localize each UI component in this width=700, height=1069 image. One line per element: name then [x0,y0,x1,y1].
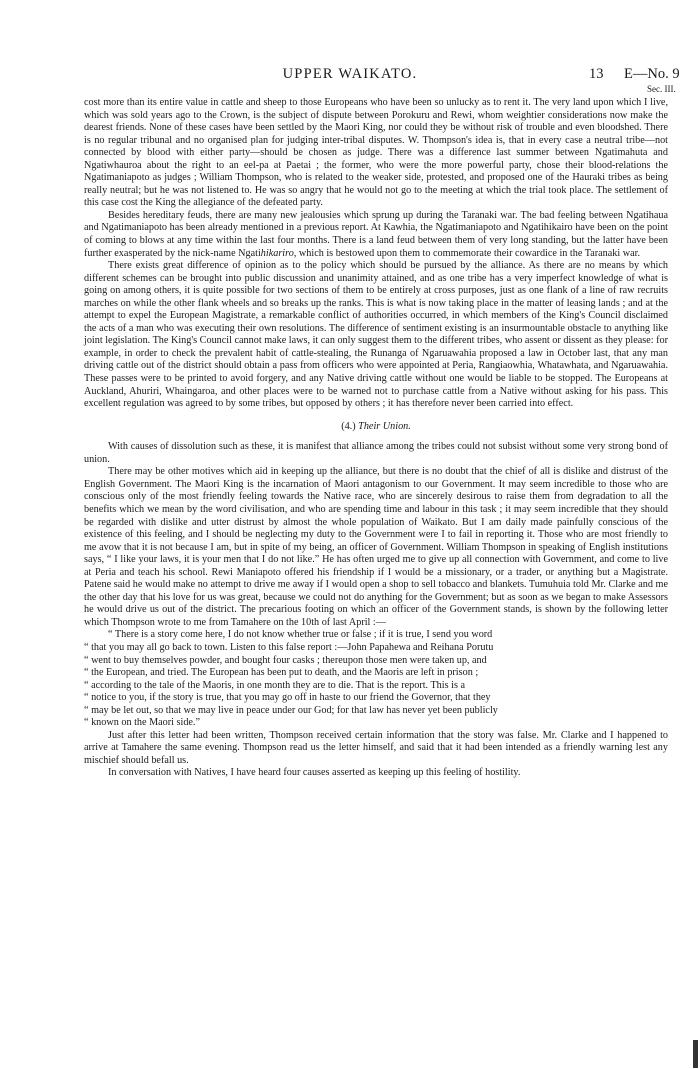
quote-line: “ known on the Maori side.” [84,717,200,729]
paragraph-policy-differences: There exists great difference of opinion as to the policy which should be pursued by the alliance. As there are no means by which different schemes can be brought into public discussion and unanimity attained, and as one tribe has a very imperfect knowledge of what is going on among others, it is quite possible for two sections of them to be entirely at cross purposes, just as one flank of a line of raw recruits marches on while the other flank wheels and so breaks up the ranks. This is what is now taking place in the matter of leasing lands ; and at the attempt to expel the European Magistrate, a remarkable conflict of authorities occurred, in which members of the King's Council disclaimed the acts of a man who was executing their own resolutions. The difference of sentiment existing is an insurmountable obstacle to anything like joint legislation. The King's Council cannot make laws, it can only suggest them to the different tribes, who assent or dissent as they please: for example, in order to check the prevalent habit of cattle-stealing, the Runanga of Ngaruawahia proposed a law in October last, that any man driving cattle out of the district should obtain a pass from officers who were appointed at Peria, Rangiaowhia, Whatawhata, and Ngaruawahia. These passes were to be printed to avoid forgery, and any Native driving cattle without one would be liable to be stopped. The Europeans at Auckland, Ahuriri, Whaingaroa, and other places were to be warned not to purchase cattle from a Native without asking for his pass. This excellent regulation was agreed to by some tribes, but opposed by others ; it has therefore never been carried into effect. [84,260,669,410]
quote-line: “ that you may all go back to town. Listen to this false report :—John Papahewa and Reihana Porutu [84,641,494,653]
quote-line: “ the European, and tried. The European has been put to death, and the Maoris are left in prison ; [84,667,479,679]
quote-line: “ notice to you, if the story is true, that you may go off in haste to our friend the Governor, that they [84,692,491,704]
paragraph-after-letter: Just after this letter had been written, Thompson received certain information that the story was false. Mr. Clarke and I happened to arrive at Tamahere the same evening. Thompson read us the letter himself, and said that it had been intended as a friendly warning lest any mischief should befall us. [84,729,668,766]
paragraph-distrust: There may be other motives which aid in keeping up the alliance, but there is no doubt that the chief of all is dislike and distrust of the English Government. The Maori King is the incarnation of Maori antagonism to our Government. It may seem incredible to those who are conscious only of the most friendly feeling towards the Native race, who are sincerely desirous to raise them from degradation to all the benefits which we mean by the word civilisation, and who are spending time and labour in this task ; it may seem incredible that they should be regarded with dislike and utter distrust by almost the whole population of Waikato. But I am daily made painfully conscious of the existence of this feeling, and I should be neglecting my duty to the Government were I to fail in reporting it. Those who are most friendly to me avow that it is not because I am, but in spite of my being, an officer of Government. William Thompson in speaking of English institutions says, “ I like your laws, it is your men that I do not like.” He has often urged me to give up all connection with Government, and come to live at Peria and teach his school. Rewi Maniapoto offered his friendship if I would be a missionary, or a trader, or anything but a Magistrate. Patene said he would make no attempt to drive me away if I would open a shop to sell tobacco and blankets. Tumuhuia told Mr. Clarke and me the other day that his love for us was great, because we could not do anything for the Government; but as soon as we began to make Assessors he would drive us out of the district. The precarious footing on which an officer of the Government stands, is shown by the following letter which Thompson wrote to me from Tamahere on the 10th of last April :— [84,466,668,628]
paragraph-text: Besides hereditary feuds, there are many new jealousies which sprung up during the Taranaki war. The bad feeling between Ngatihaua and Ngatimaniapoto has been already mentioned in a previous report. At Kawhia, the Ngatimaniapoto and Ngatihikairo have been on the point of coming to blows at any time within the last four months. There is a land feud between them of very long standing, but the latter have been further exasperated by the nick-name Ngati [84,209,668,259]
paragraph-hereditary-feuds [84,210,668,260]
section-heading-title: Their Union. [358,420,411,432]
document-number: E—No. 9 [624,66,680,82]
body-text [84,97,668,780]
quote-line: “ went to buy themselves powder, and bought four casks ; thereupon those men were taken up, and [84,654,487,666]
binding-edge-mark [693,1040,698,1068]
quote-line: “ according to the tale of the Maoris, in one month they are to die. That is the report. This is a [84,679,465,691]
running-title: UPPER WAIKATO. [282,66,418,82]
page-header [0,0,700,92]
paragraph-dissolution: With causes of dissolution such as these, it is manifest that alliance among the tribes could not subsist without some very strong bond of union. [84,441,668,465]
italic-nickname: hikariro [260,247,294,259]
paragraph-text: , which is bestowed upon them to commemorate their cowardice in the Taranaki war. [293,247,641,259]
paragraph-continued: cost more than its entire value in cattle and sheep to those Europeans who have been so unlucky as to rent it. The very land upon which I live, which was sold years ago to the Crown, is the subject of dispute between Porokuru and Rewi, whom weightier considerations now make the dearest friends. None of these cases have been settled by the Maori King, nor could they be without risk of trouble and even bloodshed. There is no regular tribunal and no organised plan for judging inter-tribal disputes. W. Thompson's idea is, that in every case a neutral tribe—not connected by blood with either party—should be chosen as judge. There was a difference last summer between Ngatimahuta and Ngatiwhauroa about the right to an eel-pa at Paetai ; the former, who were the more powerful party, chose their blood-relations the Ngatimaniapoto as judges ; William Thompson, who is related to the weaker side, protested, and proposed one of the Hauraki tribes as being really neutral; but he was not listened to. He was so angry that he would not go to the meeting at which the trial took place. The settlement of this case cost the King the allegiance of the defeated party. [84,97,668,209]
page-number: 13 [589,66,604,82]
section-heading [84,421,668,434]
quoted-letter [84,629,668,729]
section-label: Sec. III. [647,84,676,94]
quote-line: “ may be let out, so that we may live in peace under our God; for that law has never yet been publicly [84,704,498,716]
quote-line: “ There is a story come here, I do not know whether true or false ; if it is true, I send you word [108,629,493,641]
section-heading-number: (4.) [341,420,356,432]
paragraph-four-causes: In conversation with Natives, I have heard four causes asserted as keeping up this feeling of hostility. [108,767,521,779]
